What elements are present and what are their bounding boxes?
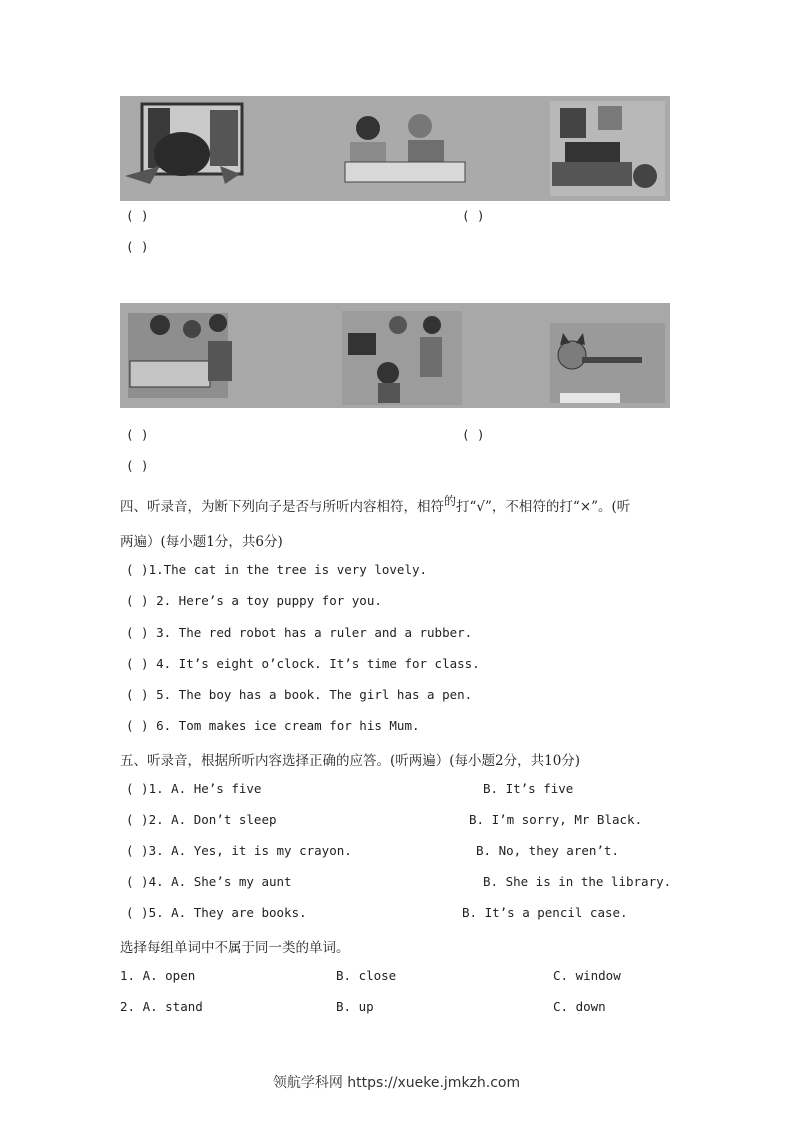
s4-item-4-text: 4. It’s eight o’clock. It’s time for class. bbox=[156, 656, 480, 671]
s5-item-3-option-a: 3. A. Yes, it is my crayon. bbox=[148, 843, 352, 858]
s5-item-1-option-b: B. It’s five bbox=[483, 781, 574, 796]
s5-item-4-a bbox=[126, 874, 292, 889]
s5-item-4-blank: ( ) bbox=[126, 874, 149, 889]
s4-item-6 bbox=[126, 718, 420, 733]
s4-item-1 bbox=[126, 562, 427, 577]
window-scene-image bbox=[125, 104, 242, 184]
answer-blank-6: ( ) bbox=[126, 458, 149, 473]
s4-item-6-blank: ( ) bbox=[126, 718, 149, 733]
s4-item-5-blank: ( ) bbox=[126, 687, 149, 702]
s5-item-5-option-b: B. It’s a pencil case. bbox=[462, 905, 628, 920]
family-sofa-image bbox=[128, 313, 232, 398]
s4-item-1-blank: ( ) bbox=[126, 562, 149, 577]
s6-item-1-option-b: B. close bbox=[336, 968, 397, 983]
s6-item-2-option-a: 2. A. stand bbox=[120, 999, 203, 1014]
s5-item-4-option-a: 4. A. She’s my aunt bbox=[148, 874, 292, 889]
answer-blank-1: ( ) bbox=[126, 208, 149, 223]
s4-item-1-text: 1.The cat in the tree is very lovely. bbox=[148, 562, 428, 577]
s4-item-2-text: 2. Here’s a toy puppy for you. bbox=[156, 593, 382, 608]
s5-item-1-blank: ( ) bbox=[126, 781, 149, 796]
s6-item-1-option-a: 1. A. open bbox=[120, 968, 196, 983]
s4-item-2-blank: ( ) bbox=[126, 593, 149, 608]
s4-item-4-blank: ( ) bbox=[126, 656, 149, 671]
children-playing-image bbox=[342, 311, 462, 405]
section4-instruction bbox=[120, 495, 630, 515]
section4-instruction-part2: 打“√”，不相符的打“×”。(听 bbox=[456, 499, 631, 515]
s4-item-3-blank: ( ) bbox=[126, 625, 149, 640]
s5-item-1-option-a: 1. A. He’s five bbox=[148, 781, 262, 796]
answer-blank-2: ( ) bbox=[462, 208, 485, 223]
s4-item-6-text: 6. Tom makes ice cream for his Mum. bbox=[156, 718, 420, 733]
s5-item-2-option-b: B. I’m sorry, Mr Black. bbox=[469, 812, 643, 827]
s4-item-5-text: 5. The boy has a book. The girl has a pen. bbox=[156, 687, 473, 702]
s4-item-3 bbox=[126, 625, 472, 640]
answer-blank-4: ( ) bbox=[126, 427, 149, 442]
answer-blank-5: ( ) bbox=[462, 427, 485, 442]
picture-strip-2 bbox=[120, 303, 670, 408]
s5-item-2-option-a: 2. A. Don’t sleep bbox=[148, 812, 277, 827]
cat-image bbox=[550, 323, 665, 403]
s4-item-2 bbox=[126, 593, 382, 608]
section5-instruction: 五、听录音，根据所听内容选择正确的应答。(听两遍）(每小题2分，共10分) bbox=[120, 753, 581, 769]
s5-item-2-blank: ( ) bbox=[126, 812, 149, 827]
s4-item-5 bbox=[126, 687, 472, 702]
section4-instruction-superscript: 的 bbox=[444, 494, 457, 508]
section4-instruction-part1: 四、听录音，为断下列向子是否与所听内容相符，相符 bbox=[120, 499, 444, 515]
footer-watermark: 领航学科网 https://xueke.jmkzh.com bbox=[272, 1075, 521, 1091]
answer-blank-3: ( ) bbox=[126, 239, 149, 254]
s6-item-2-option-b: B. up bbox=[336, 999, 374, 1014]
s5-item-3-option-b: B. No, they aren’t. bbox=[476, 843, 619, 858]
s5-item-5-a bbox=[126, 905, 307, 920]
s5-item-3-blank: ( ) bbox=[126, 843, 149, 858]
s5-item-1-a bbox=[126, 781, 261, 796]
s5-item-5-blank: ( ) bbox=[126, 905, 149, 920]
section6-instruction: 选择每组单词中不属于同一类的单词。 bbox=[120, 940, 350, 956]
s5-item-5-option-a: 5. A. They are books. bbox=[148, 905, 307, 920]
picture-strip-1-illustration bbox=[120, 96, 670, 201]
picture-strip-2-illustration bbox=[120, 303, 670, 408]
picture-strip-1 bbox=[120, 96, 670, 201]
s5-item-3-a bbox=[126, 843, 352, 858]
classroom-corner-image bbox=[550, 101, 665, 196]
s5-item-2-a bbox=[126, 812, 277, 827]
s4-item-4 bbox=[126, 656, 480, 671]
s5-item-4-option-b: B. She is in the library. bbox=[483, 874, 672, 889]
s6-item-2-option-c: C. down bbox=[553, 999, 606, 1014]
s6-item-1-option-c: C. window bbox=[553, 968, 621, 983]
s4-item-3-text: 3. The red robot has a ruler and a rubber. bbox=[156, 625, 473, 640]
section4-instruction-line2: 两遍）(每小题1分，共6分) bbox=[120, 534, 283, 550]
